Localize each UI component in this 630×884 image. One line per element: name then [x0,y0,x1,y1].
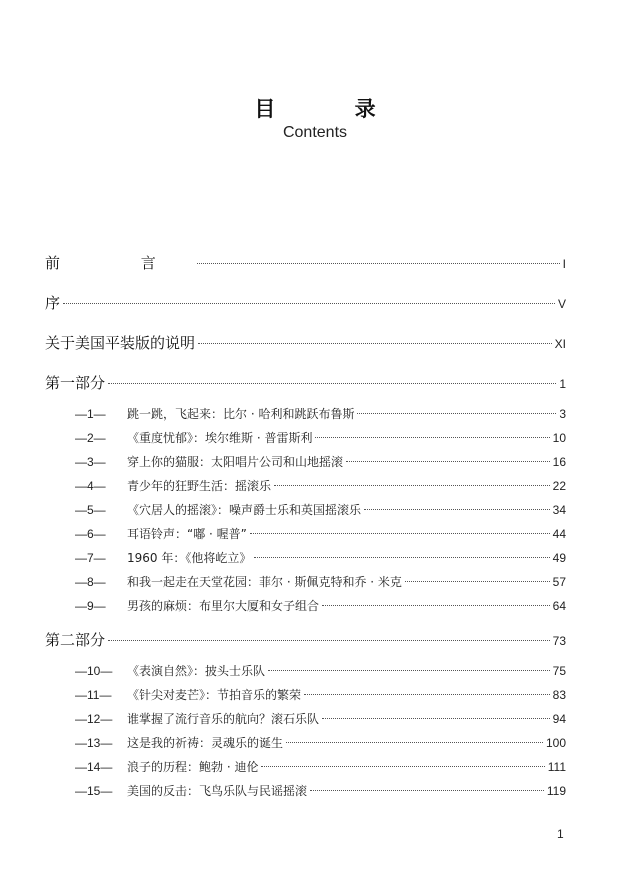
chapter-number: —7— [75,551,106,565]
dot-leader [268,670,550,671]
toc-entry-preface[interactable] [45,252,566,273]
toc-page: V [557,297,566,311]
toc-chapter-11[interactable] [75,686,566,703]
chapter-page: 83 [552,688,566,702]
toc-page: 1 [559,377,566,391]
chapter-number: —1— [75,407,106,421]
toc-label: 第二部分 [45,631,106,649]
toc-chapter-5[interactable] [75,501,566,518]
chapter-title: 美国的反击：飞鸟乐队与民谣摇滚 [127,784,308,798]
chapter-page: 94 [552,712,566,726]
toc-chapter-15[interactable] [75,782,566,799]
chapter-page: 10 [552,431,566,445]
dot-leader [261,766,544,767]
dot-leader [254,557,549,558]
chapter-number: —3— [75,455,106,469]
toc-chapter-8[interactable] [75,573,566,590]
chapter-number: —11— [75,688,112,702]
dot-leader [322,718,550,719]
dot-leader [108,640,550,641]
chapter-title: 《穴居人的摇滚》：噪声爵士乐和英国摇滚乐 [127,503,362,517]
chapter-title: 《重度忧郁》：埃尔维斯 · 普雷斯利 [127,431,313,445]
toc-page: I [562,257,566,271]
chapter-page: 16 [552,455,566,469]
chapter-title: 和我一起走在天堂花园：菲尔 · 斯佩克特和乔 · 米克 [127,575,402,589]
dot-leader [198,343,552,344]
dot-leader [250,533,550,534]
chapter-page: 100 [545,736,566,750]
chapter-page: 3 [559,407,566,421]
toc-entry-foreword[interactable] [45,292,566,313]
toc-chapter-3[interactable] [75,453,566,470]
chapter-number: —12— [75,712,113,726]
toc-chapter-1[interactable] [75,405,566,422]
dot-leader [364,509,550,510]
dot-leader [405,581,550,582]
toc-page: 73 [552,634,566,648]
toc-entry-part-2[interactable] [45,629,566,650]
dot-leader [108,383,556,384]
dot-leader [315,437,549,438]
chapter-page: 75 [552,664,566,678]
toc-chapter-6[interactable] [75,525,566,542]
chapter-number: —9— [75,599,106,613]
toc-entry-part-1[interactable] [45,372,566,393]
chapter-title: 青少年的狂野生活：摇滚乐 [127,479,272,493]
toc-chapter-14[interactable] [75,758,566,775]
chapter-page: 111 [547,760,566,774]
chapter-title: 《表演自然》：披头士乐队 [127,664,266,678]
dot-leader [304,694,550,695]
toc-chapter-12[interactable] [75,710,566,727]
chapter-number: —6— [75,527,106,541]
chapter-page: 34 [552,503,566,517]
toc-chapter-13[interactable] [75,734,566,751]
chapter-page: 22 [552,479,566,493]
chapter-page: 44 [552,527,566,541]
chapter-title: 浪子的历程：鲍勃 · 迪伦 [127,760,259,774]
chapter-title: 《针尖对麦芒》：节拍音乐的繁荣 [127,688,302,702]
dot-leader [346,461,550,462]
chapter-number: —13— [75,736,113,750]
toc-label: 关于美国平装版的说明 [45,334,196,352]
chapter-title: 耳语铃声：“嘟 · 喔普” [127,527,247,541]
toc-page: XI [554,337,566,351]
dot-leader [322,605,550,606]
toc-chapter-4[interactable] [75,477,566,494]
chapter-number: —4— [75,479,106,493]
toc-chapter-7[interactable] [75,549,566,566]
dot-leader [197,263,560,264]
chapter-page: 64 [552,599,566,613]
toc-entry-us-edition-note[interactable] [45,332,566,353]
toc-chapter-10[interactable] [75,662,566,679]
chapter-page: 57 [552,575,566,589]
chapter-page: 119 [546,784,566,798]
chapter-title: 谁掌握了流行音乐的航向？滚石乐队 [127,712,320,726]
chapter-number: —15— [75,784,113,798]
dot-leader [286,742,543,743]
chapter-number: —10— [75,664,113,678]
dot-leader [63,303,555,304]
chapter-title: 这是我的祈祷：灵魂乐的诞生 [127,736,284,750]
chapter-number: —2— [75,431,106,445]
dot-leader [310,790,544,791]
chapter-number: —5— [75,503,106,517]
chapter-number: —8— [75,575,106,589]
page-title: 目 录 [254,97,412,121]
page-subtitle: Contents [282,124,348,141]
dot-leader [357,413,556,414]
chapter-title: 1960 年：《他将屹立》 [127,551,252,565]
chapter-title: 跳一跳，飞起来：比尔 · 哈利和跳跃布鲁斯 [127,407,355,421]
dot-leader [274,485,550,486]
toc-label: 前 言 [45,254,194,272]
chapter-title: 男孩的麻烦：布里尔大厦和女子组合 [127,599,320,613]
toc-chapter-2[interactable] [75,429,566,446]
toc-chapter-9[interactable] [75,597,566,614]
chapter-number: —14— [75,760,113,774]
chapter-title: 穿上你的猫服：太阳唱片公司和山地摇滚 [127,455,344,469]
toc-label: 序 [45,294,61,312]
toc-label: 第一部分 [45,374,106,392]
page-number: 1 [557,827,564,841]
chapter-page: 49 [552,551,566,565]
